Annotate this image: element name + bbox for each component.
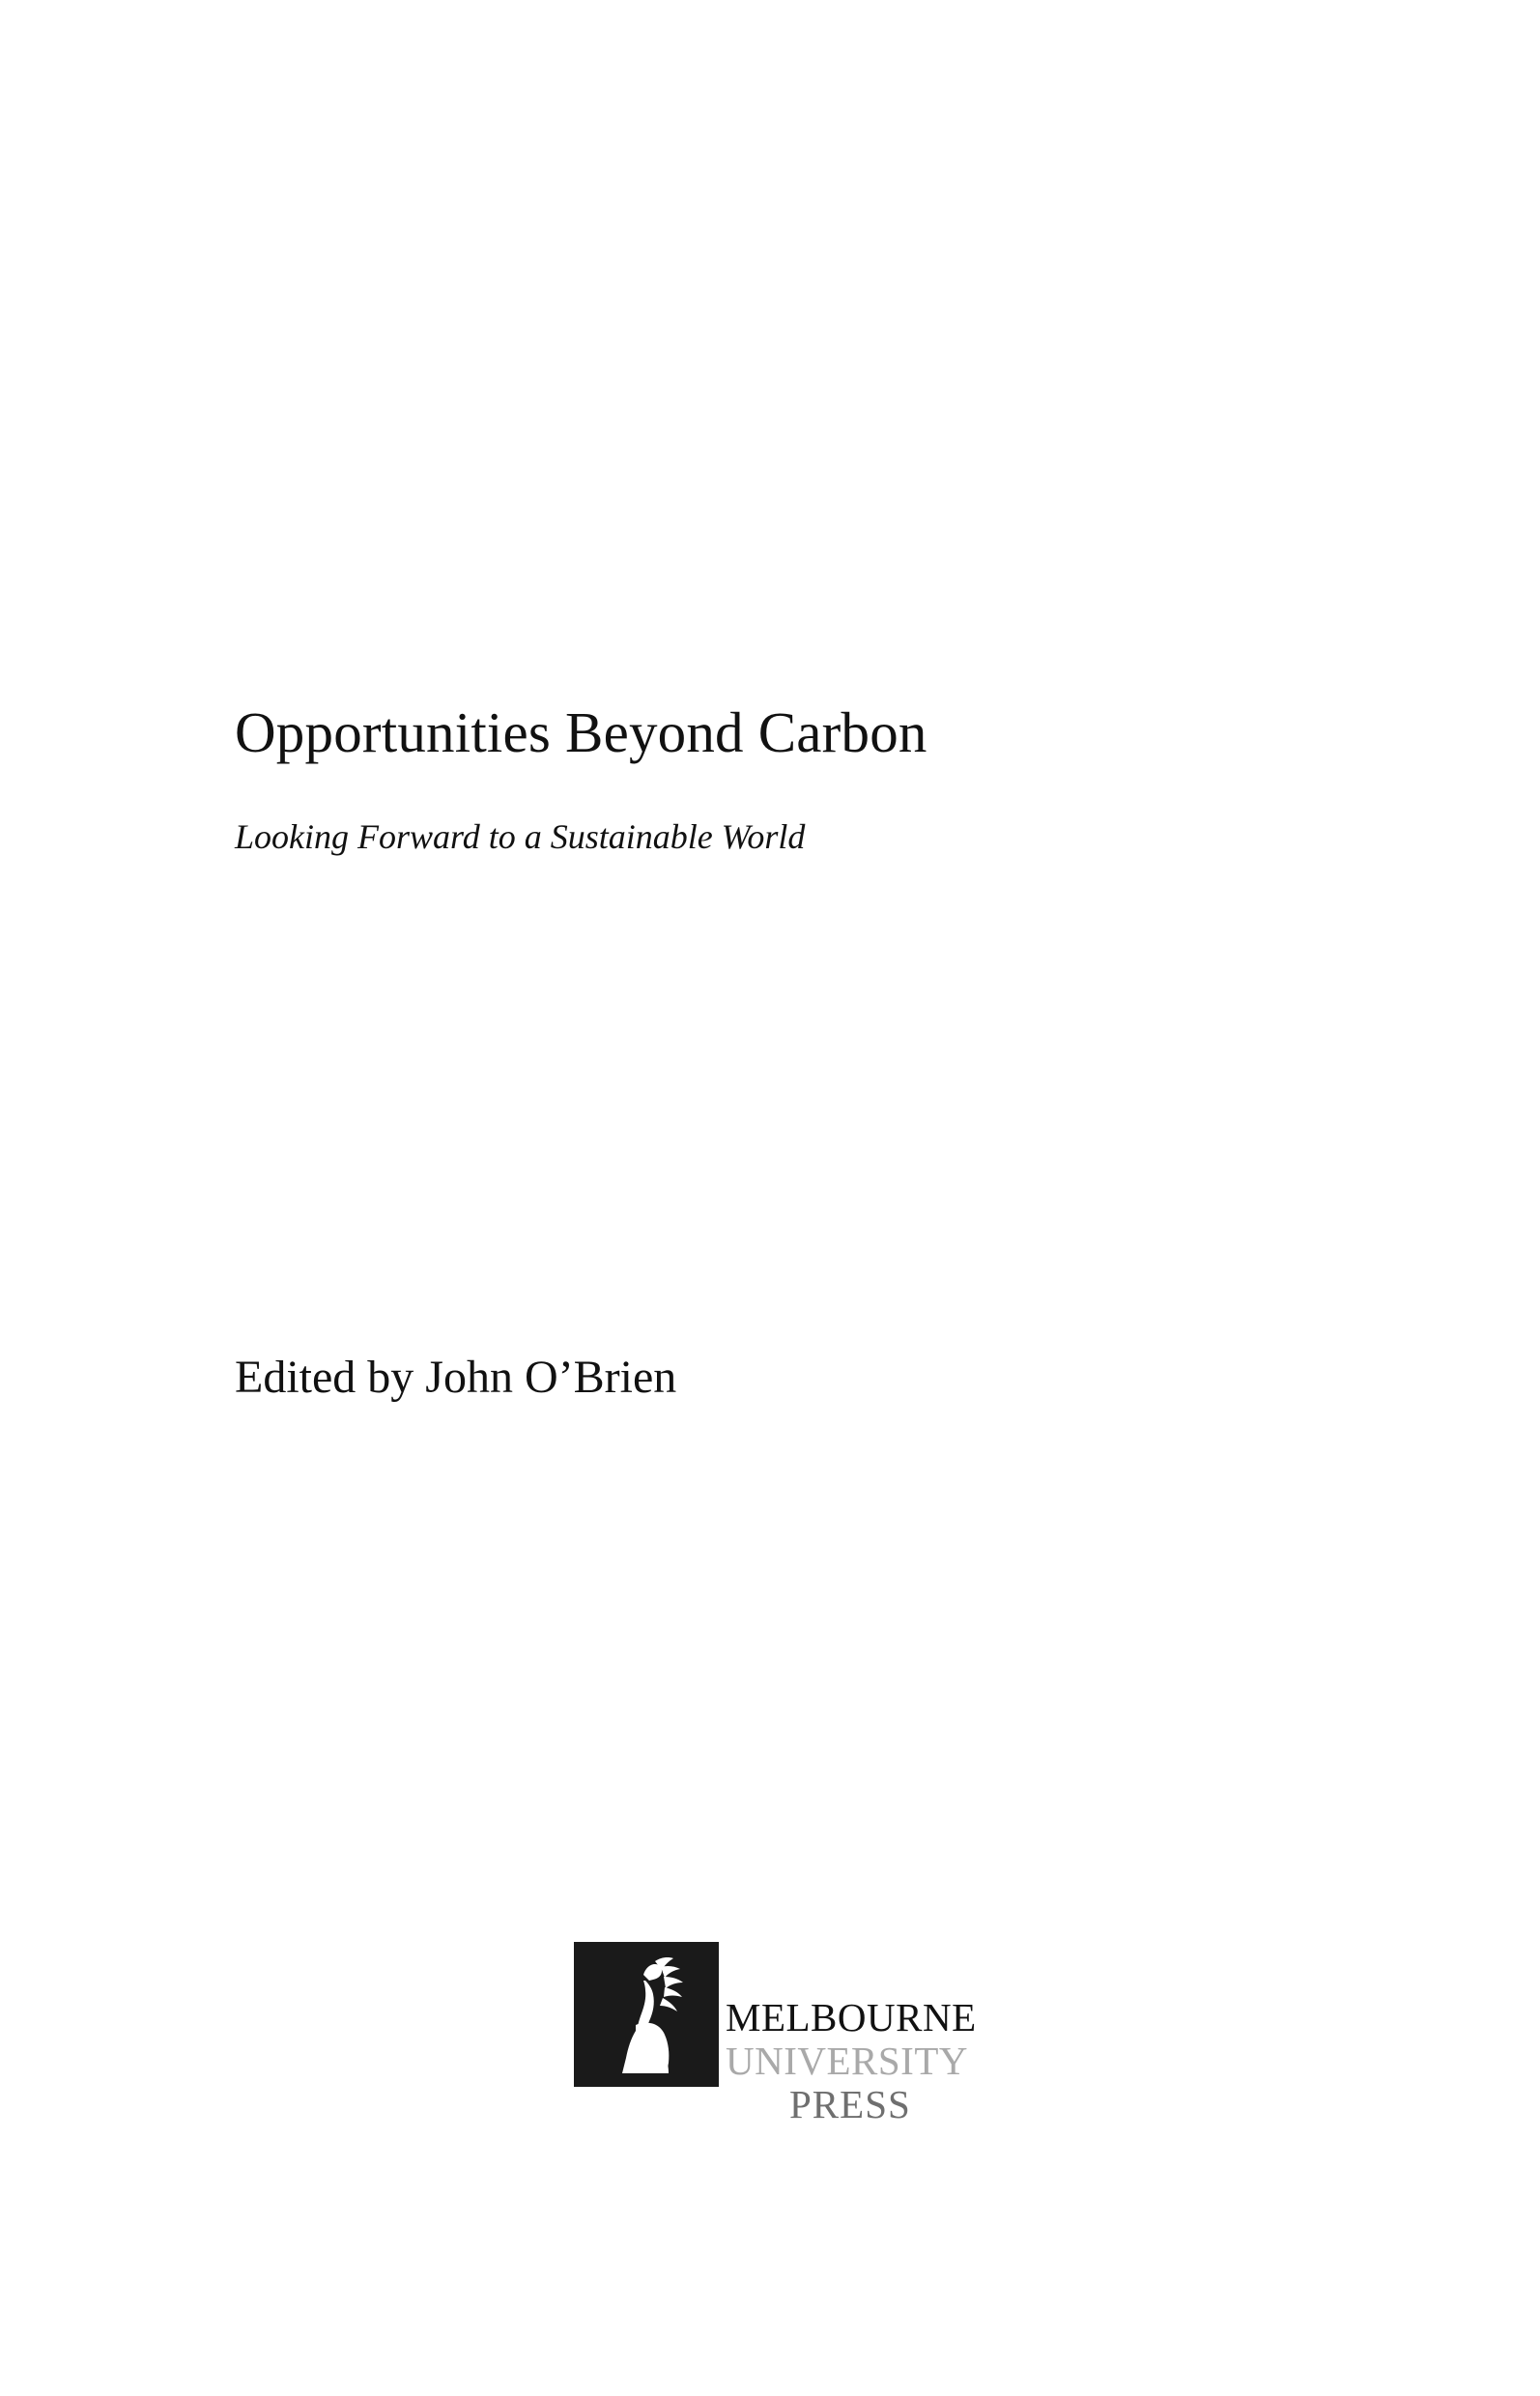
page-title: Opportunities Beyond Carbon bbox=[235, 700, 927, 764]
publisher-line-press: PRESS bbox=[789, 2082, 911, 2126]
publisher-line-melbourne: MELBOURNE bbox=[726, 1995, 977, 2039]
page-subtitle: Looking Forward to a Sustainable World bbox=[235, 816, 806, 856]
title-block bbox=[235, 700, 1298, 858]
publisher-logo bbox=[574, 1942, 1028, 2174]
publisher-line-university: UNIVERSITY bbox=[726, 2039, 968, 2083]
editor-credit: Edited by John O’Brien bbox=[235, 1352, 677, 1403]
publisher-wordmark bbox=[726, 1995, 1035, 2126]
melbourne-university-press-figure-icon bbox=[574, 1942, 719, 2087]
